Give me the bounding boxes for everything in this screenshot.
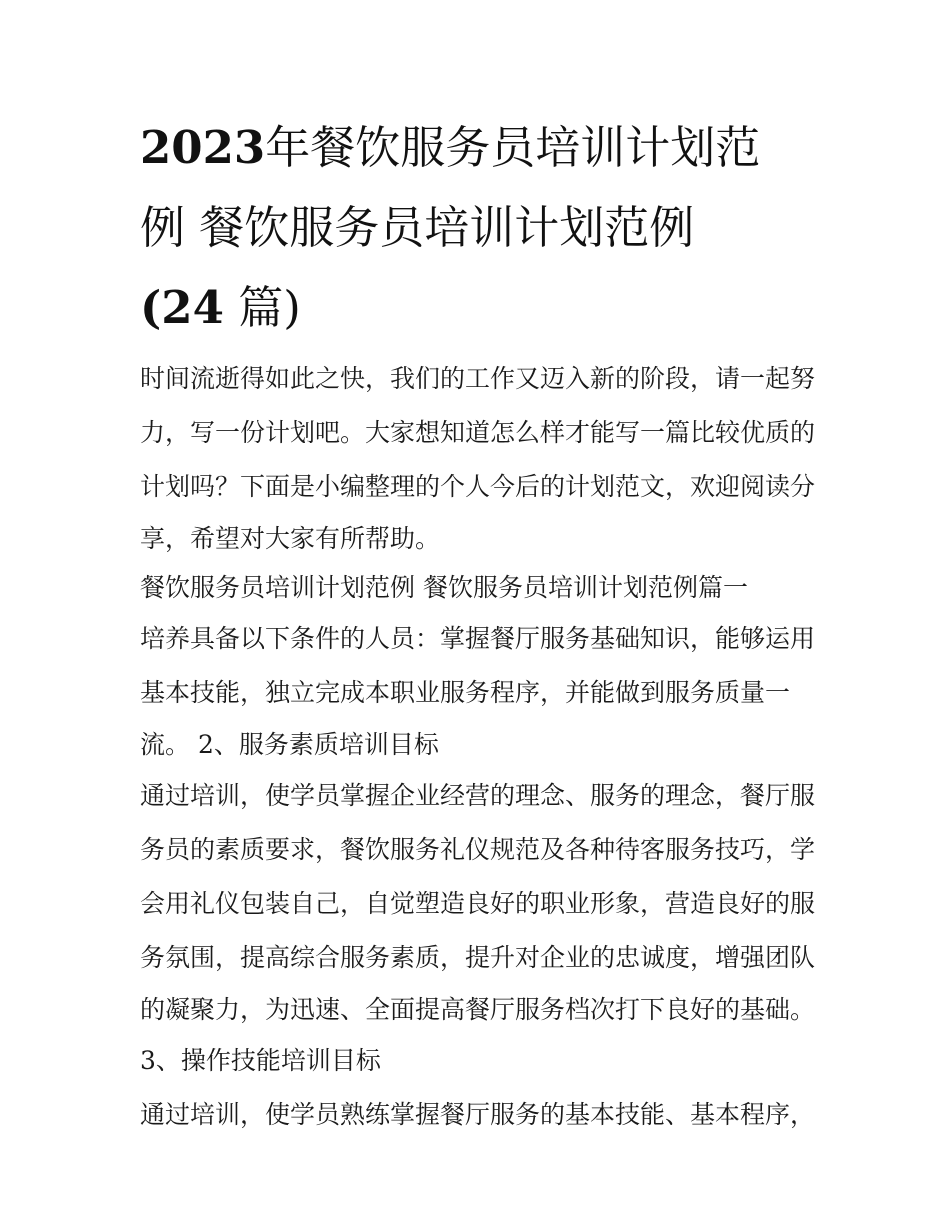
section-heading: 餐饮服务员培训计划范例 餐饮服务员培训计划范例篇一 bbox=[140, 573, 748, 602]
document-body bbox=[140, 352, 820, 1142]
body-line: 流。 2、服务素质培训目标 bbox=[140, 730, 439, 759]
body-line: 基本技能，独立完成本职业服务程序，并能做到服务质量一 bbox=[140, 678, 791, 707]
title-line-1-text: 年餐饮服务员培训计划范 bbox=[265, 121, 761, 174]
body-line: 享，希望对大家有所帮助。 bbox=[140, 524, 441, 553]
body-line: 通过培训，使学员掌握企业经营的理念、服务的理念，餐厅服 bbox=[140, 781, 816, 810]
body-line: 通过培训，使学员熟练掌握餐厅服务的基本技能、基本程序， bbox=[140, 1100, 816, 1129]
body-line: 时间流逝得如此之快，我们的工作又迈入新的阶段，请一起努 bbox=[140, 364, 816, 393]
body-line: 力，写一份计划吧。大家想知道怎么样才能写一篇比较优质的 bbox=[140, 418, 816, 447]
title-count: (24 bbox=[140, 281, 224, 334]
body-line: 的凝聚力，为迅速、全面提高餐厅服务档次打下良好的基础。 bbox=[140, 995, 816, 1024]
title-line-3-text: 篇) bbox=[223, 281, 301, 334]
body-line: 培养具备以下条件的人员：掌握餐厅服务基础知识，能够运用 bbox=[140, 624, 816, 653]
body-line: 会用礼仪包装自己，自觉塑造良好的职业形象，营造良好的服 bbox=[140, 889, 816, 918]
title-year: 2023 bbox=[140, 121, 266, 174]
title-line-2: 例 餐饮服务员培训计划范例 bbox=[140, 201, 695, 254]
document-title bbox=[140, 108, 830, 348]
body-line: 计划吗？下面是小编整理的个人今后的计划范文，欢迎阅读分 bbox=[140, 472, 816, 501]
section-heading: 3、操作技能培训目标 bbox=[140, 1046, 381, 1075]
title-line-1 bbox=[140, 108, 830, 188]
title-line-3 bbox=[140, 268, 830, 348]
body-line: 务员的素质要求，餐饮服务礼仪规范及各种待客服务技巧，学 bbox=[140, 835, 816, 864]
body-line: 务氛围，提高综合服务素质，提升对企业的忠诚度，增强团队 bbox=[140, 943, 816, 972]
